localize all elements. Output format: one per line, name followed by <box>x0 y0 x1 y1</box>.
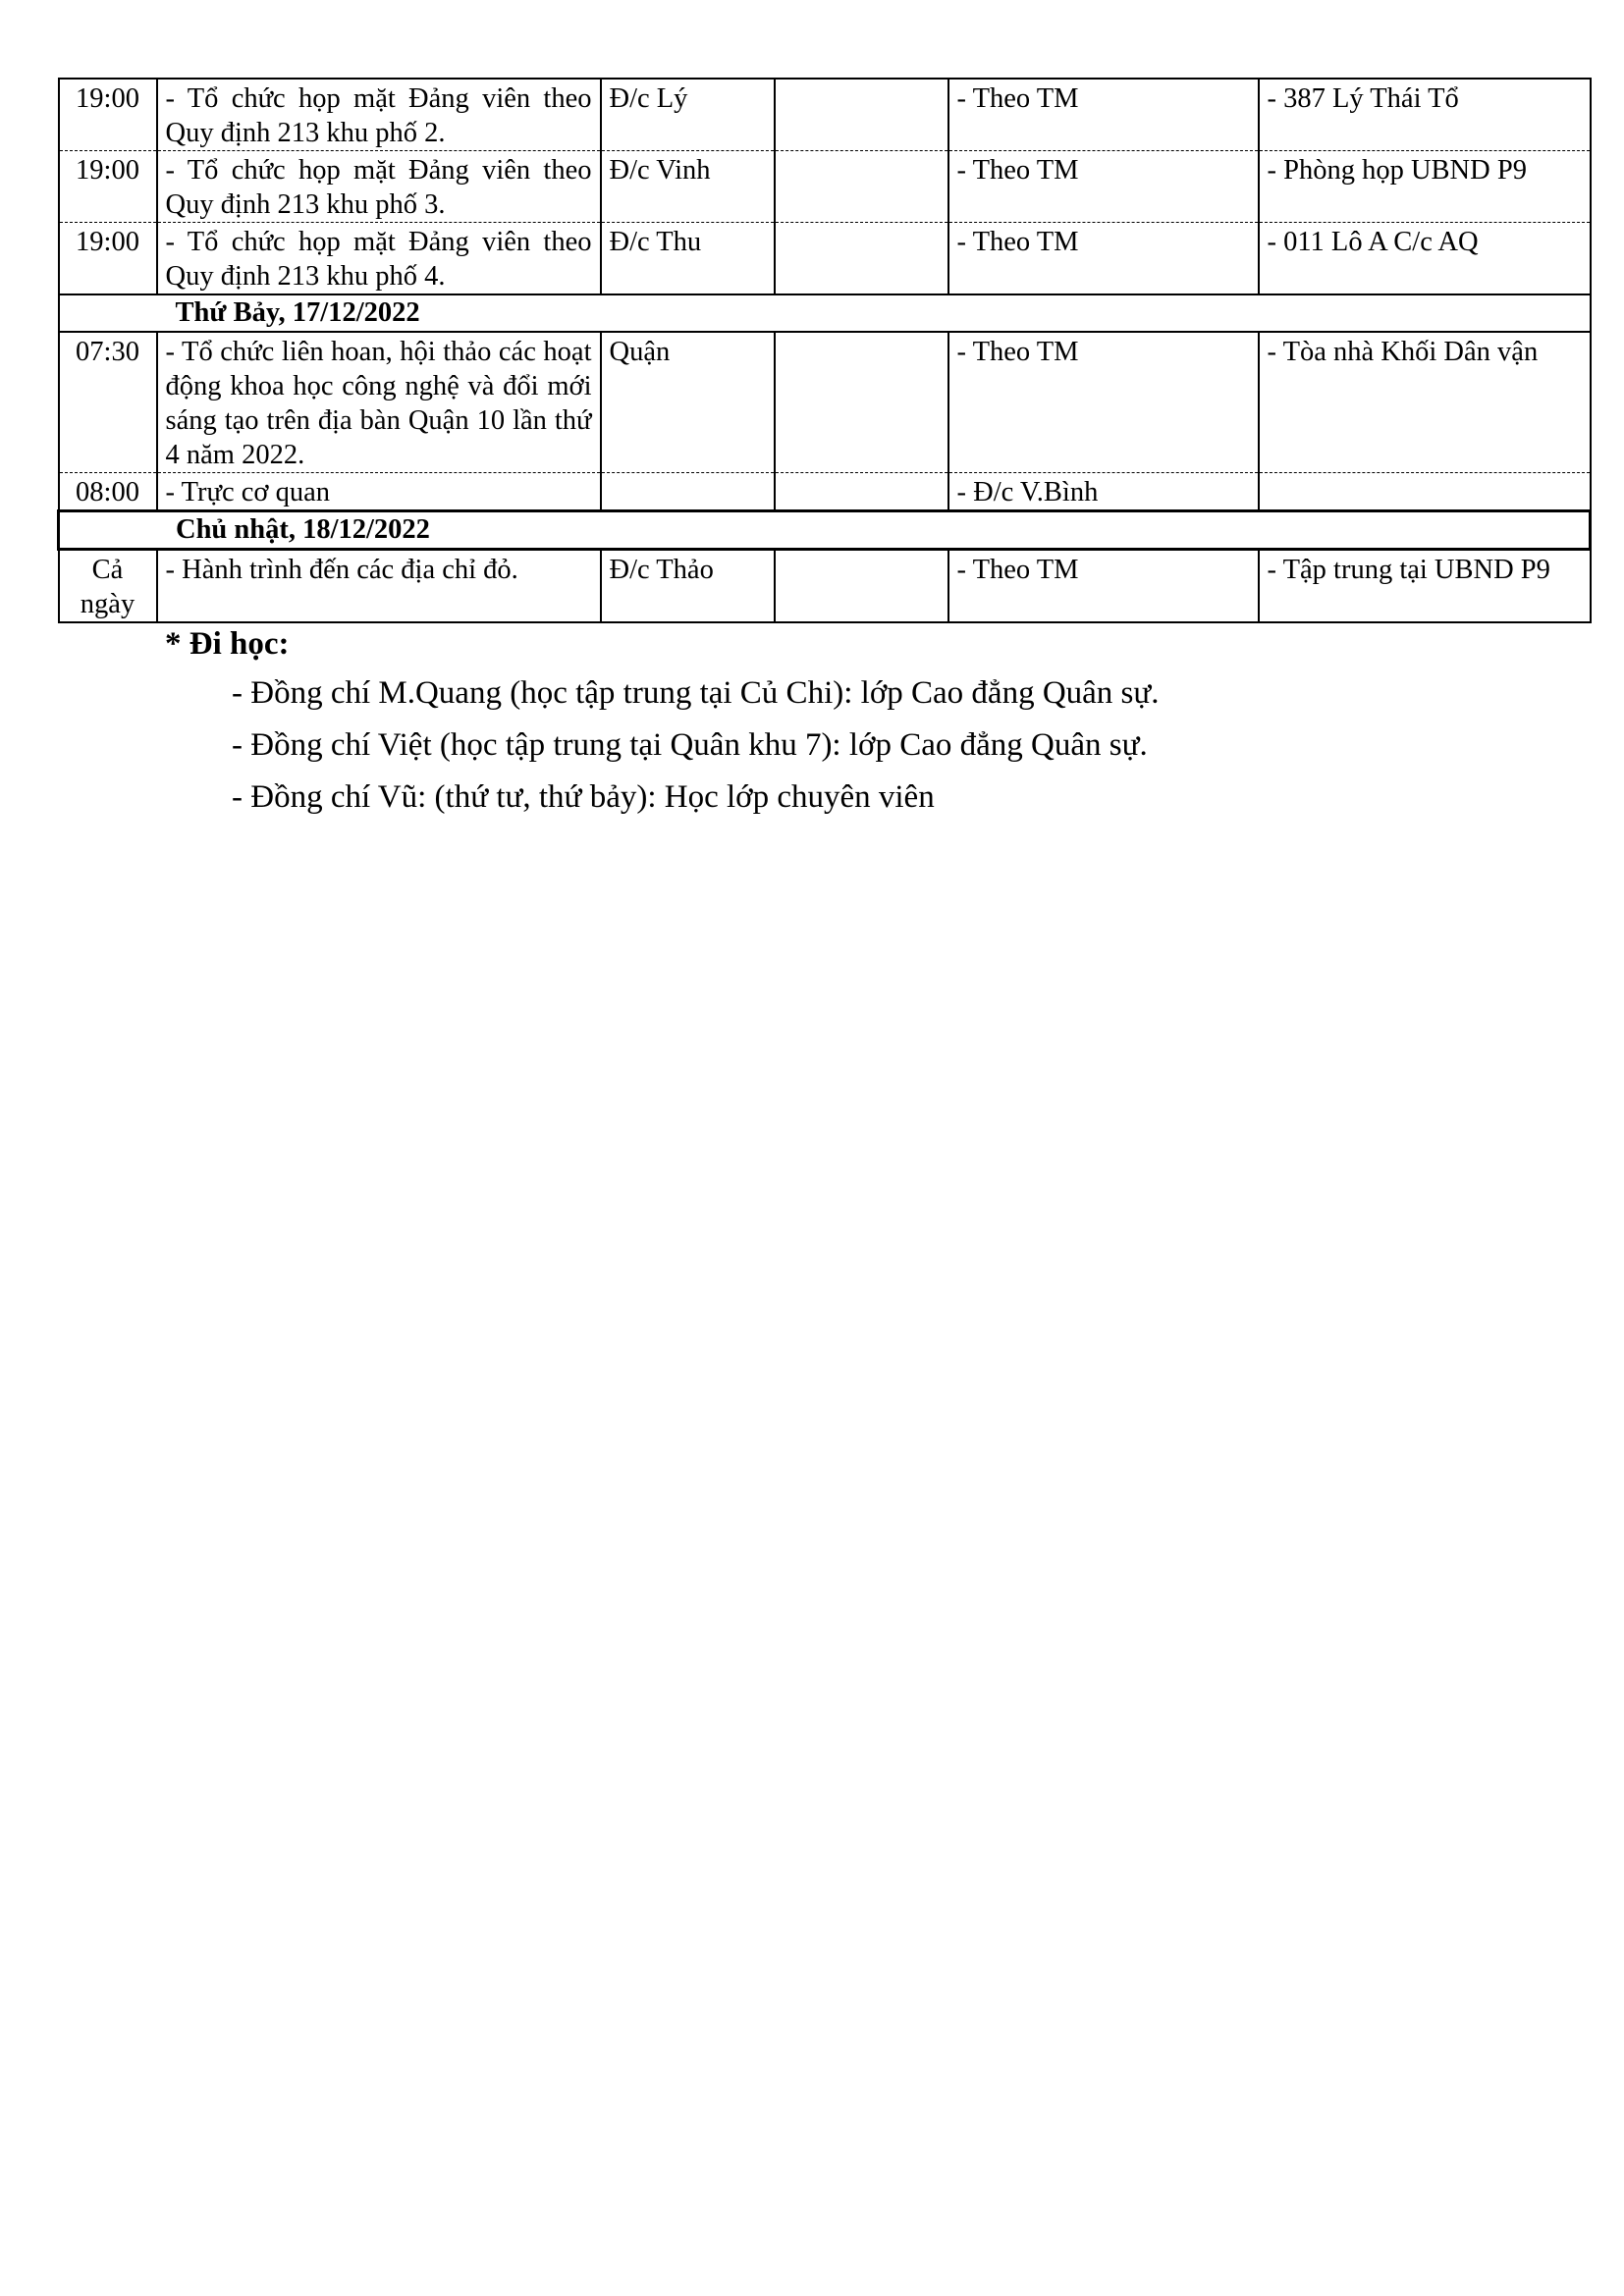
place-cell: - Phòng họp UBND P9 <box>1259 151 1591 223</box>
day-header-saturday: Thứ Bảy, 17/12/2022 <box>59 294 1591 332</box>
empty-cell <box>775 79 948 151</box>
place-cell <box>1259 473 1591 511</box>
lead-cell: Đ/c Vinh <box>601 151 775 223</box>
place-cell: - 011 Lô A C/c AQ <box>1259 223 1591 295</box>
prep-cell: - Theo TM <box>948 223 1259 295</box>
content-cell: - Tổ chức liên hoan, hội thảo các hoạt động khoa học công nghệ và đổi mới sáng tạo trên địa bàn Quận 10 lần thứ 4 năm 2022. <box>157 332 601 473</box>
table-row <box>59 332 1591 473</box>
lead-cell: Đ/c Thảo <box>601 550 775 623</box>
content-cell: - Trực cơ quan <box>157 473 601 511</box>
notes-title: * Đi học: <box>165 626 290 662</box>
time-cell: 19:00 <box>59 223 157 295</box>
lead-cell: Đ/c Thu <box>601 223 775 295</box>
lead-cell <box>601 473 775 511</box>
day-header-row <box>59 294 1591 332</box>
empty-cell <box>775 550 948 623</box>
content-cell: - Tổ chức họp mặt Đảng viên theo Quy định 213 khu phố 4. <box>157 223 601 295</box>
note-item: - Đồng chí Việt (học tập trung tại Quân khu 7): lớp Cao đẳng Quân sự. <box>232 727 1148 763</box>
note-item: - Đồng chí M.Quang (học tập trung tại Củ Chi): lớp Cao đẳng Quân sự. <box>232 675 1160 711</box>
empty-cell <box>775 473 948 511</box>
time-cell: Cả ngày <box>59 550 157 623</box>
day-header-row <box>59 511 1591 550</box>
content-cell: - Tổ chức họp mặt Đảng viên theo Quy định 213 khu phố 2. <box>157 79 601 151</box>
time-cell: 19:00 <box>59 151 157 223</box>
prep-cell: - Theo TM <box>948 550 1259 623</box>
prep-cell: - Theo TM <box>948 332 1259 473</box>
day-header-sunday: Chủ nhật, 18/12/2022 <box>59 511 1591 550</box>
lead-cell: Quận <box>601 332 775 473</box>
place-cell: - Tập trung tại UBND P9 <box>1259 550 1591 623</box>
empty-cell <box>775 223 948 295</box>
table-row <box>59 550 1591 623</box>
content-cell: - Hành trình đến các địa chỉ đỏ. <box>157 550 601 623</box>
schedule-table <box>57 78 1592 623</box>
table-row <box>59 223 1591 295</box>
empty-cell <box>775 332 948 473</box>
place-cell: - Tòa nhà Khối Dân vận <box>1259 332 1591 473</box>
table-row <box>59 473 1591 511</box>
table-row <box>59 151 1591 223</box>
empty-cell <box>775 151 948 223</box>
note-item: - Đồng chí Vũ: (thứ tư, thứ bảy): Học lớp chuyên viên <box>232 779 935 815</box>
time-cell: 08:00 <box>59 473 157 511</box>
table-row <box>59 79 1591 151</box>
prep-cell: - Theo TM <box>948 151 1259 223</box>
place-cell: - 387 Lý Thái Tổ <box>1259 79 1591 151</box>
time-cell: 19:00 <box>59 79 157 151</box>
lead-cell: Đ/c Lý <box>601 79 775 151</box>
prep-cell: - Đ/c V.Bình <box>948 473 1259 511</box>
content-cell: - Tổ chức họp mặt Đảng viên theo Quy định 213 khu phố 3. <box>157 151 601 223</box>
time-cell: 07:30 <box>59 332 157 473</box>
prep-cell: - Theo TM <box>948 79 1259 151</box>
